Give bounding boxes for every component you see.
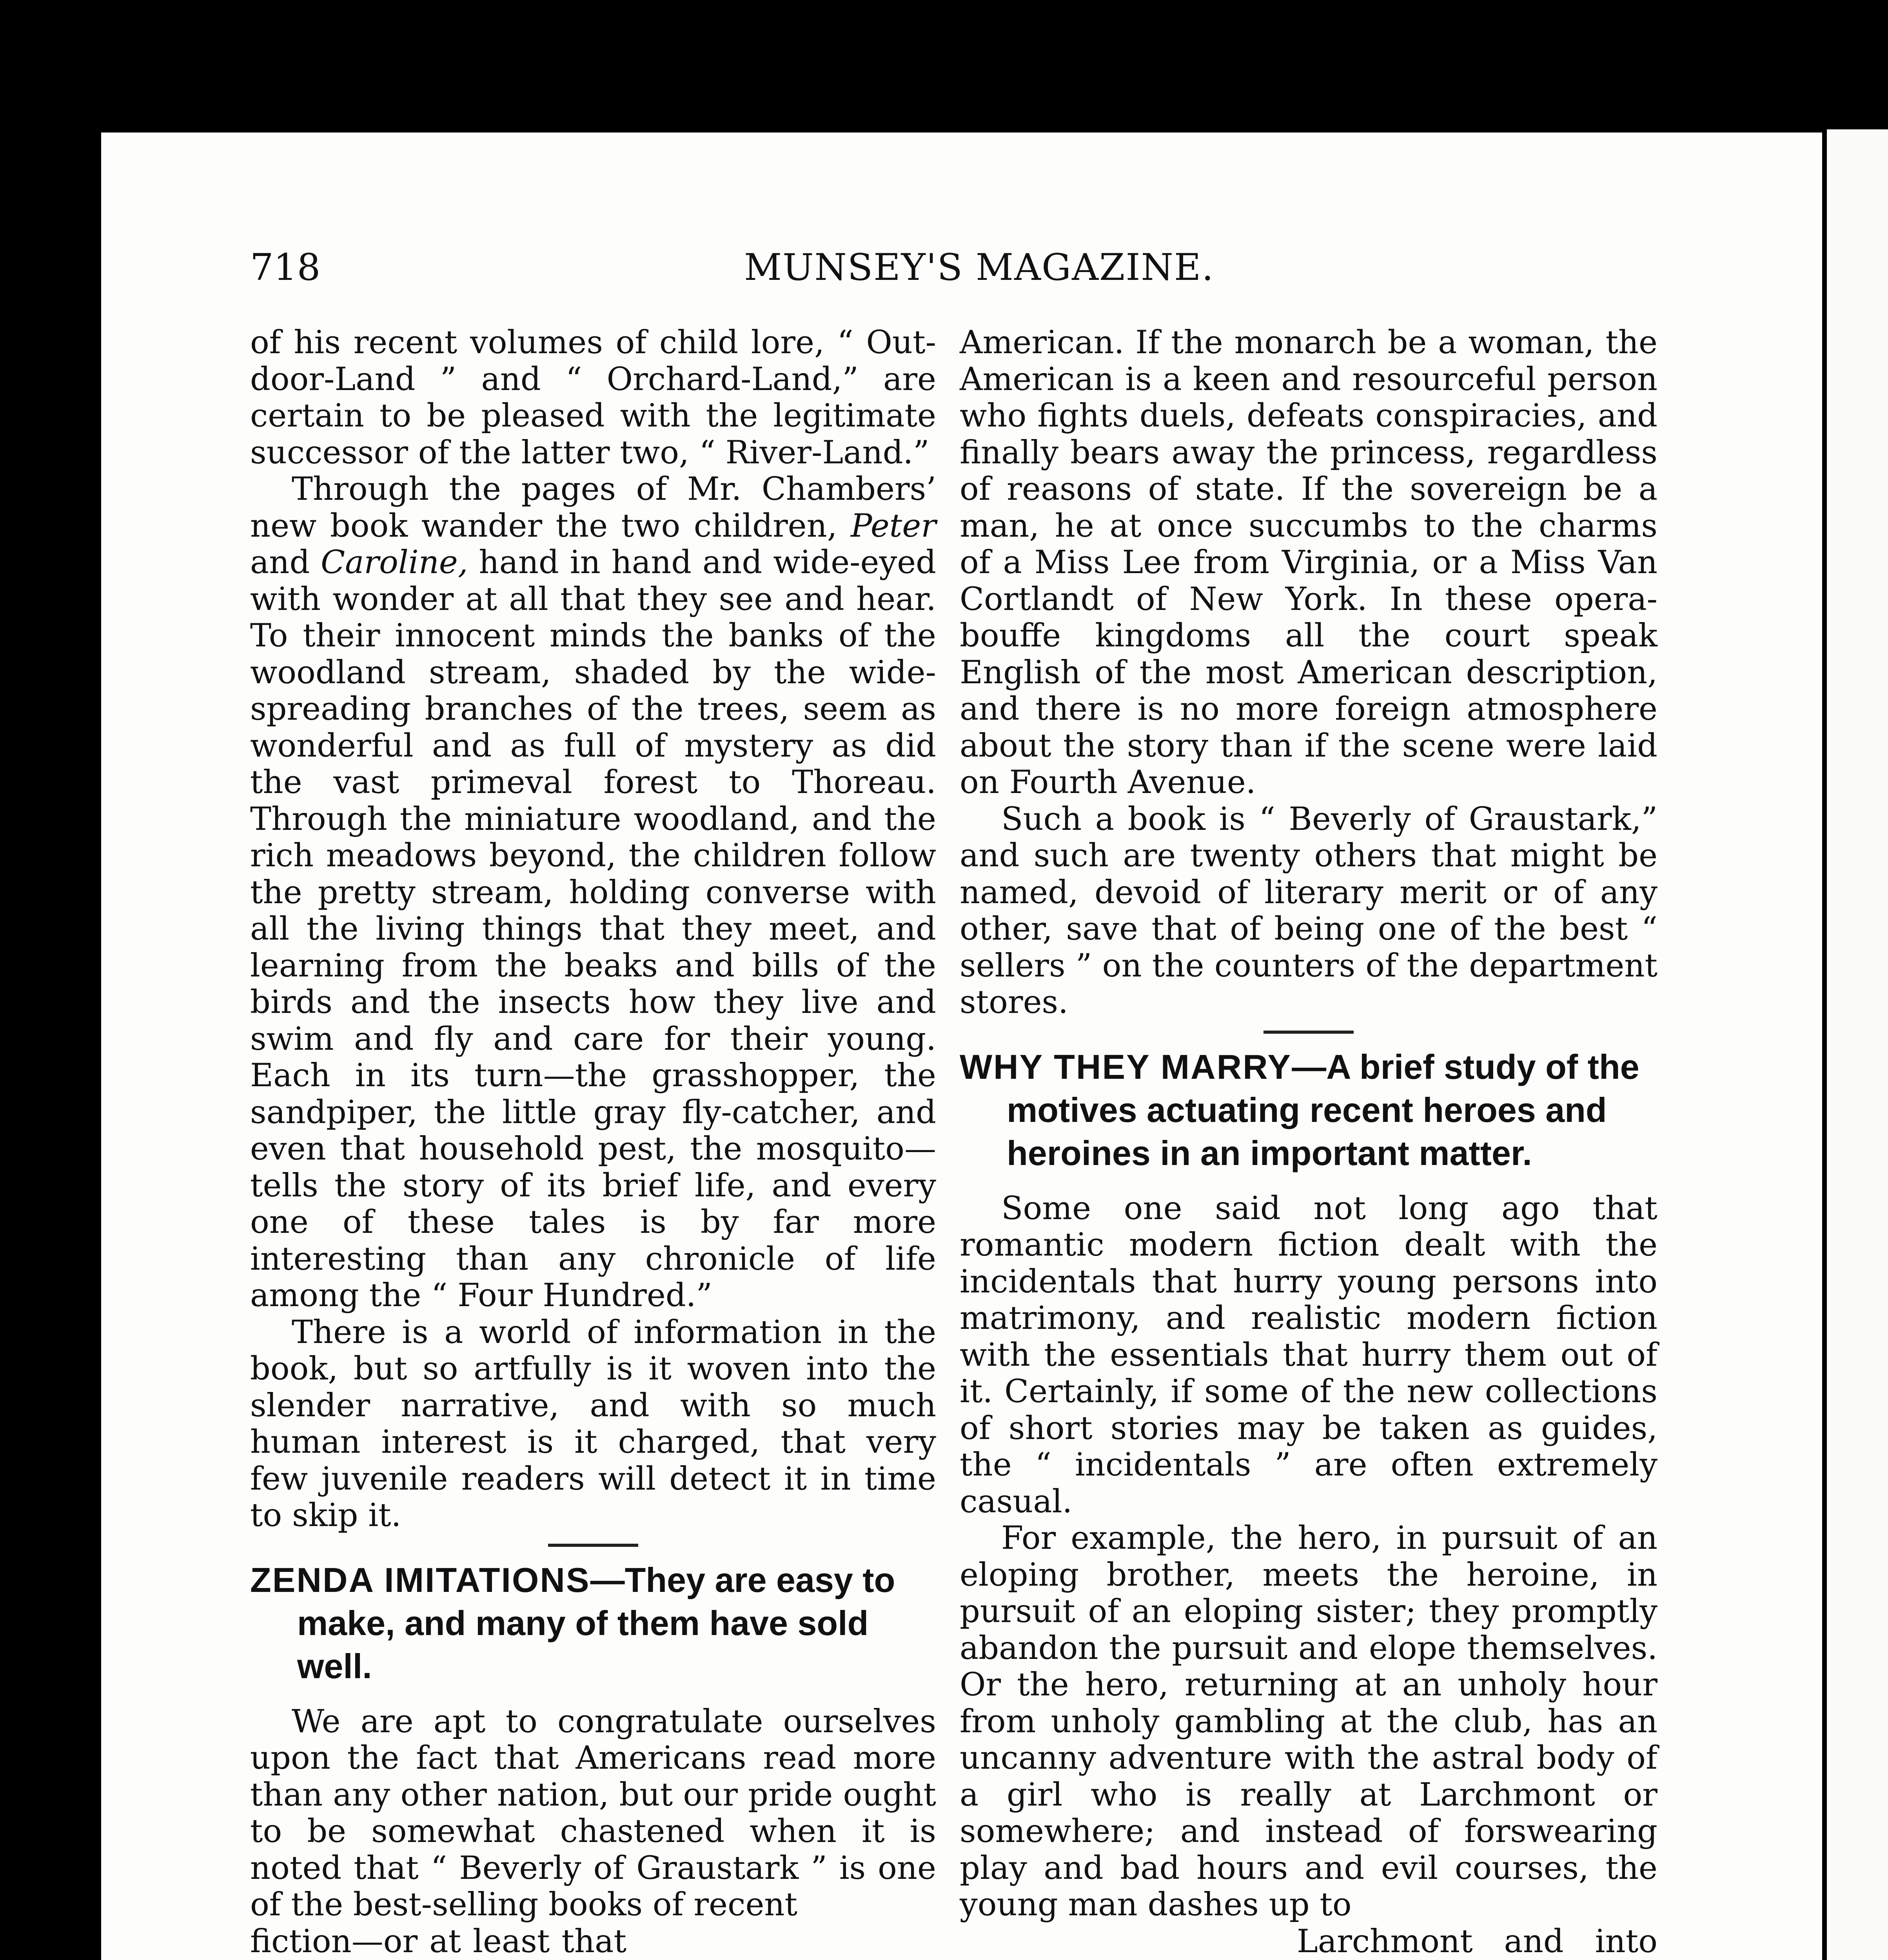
section-heading-zenda: ZENDA IMITATIONS—They are easy to make, and many of them have sold well. (250, 1560, 895, 1686)
paragraph: Through the pages of Mr. Chambers’ new book wander the two children, Peter and Caroline, hand in hand and wide-eyed with wonder at all that they see and hear. To their innocent minds the banks of the woodland stream, shaded by the wide-spreading branches of the trees, seem as wonderful and as full of mystery as did the vast primeval forest to Thoreau. Through the miniature woodland, and the rich meadows beyond, the children follow the pretty stream, holding converse with all the living things that they meet, and learning from the beaks and bills of the birds and the insects how they live and swim and fly and care for their young. Each in its turn—the grasshopper, the sandpiper, the little gray fly-catcher, and even that household pest, the mosquito—tells the story of its brief life, and every one of these tales is by far more interesting than any chronicle of life among the “ Four Hundred.” (250, 471, 936, 1314)
right-column (960, 325, 1657, 1960)
paragraph: Some one said not long ago that romantic modern fiction dealt with the incidentals that hurry young persons into matrimony, and realistic modern fiction with the essentials that hurry them out of it. Certainly, if some of the new collections of short stories may be taken as guides, the “ incidentals ” are often extremely casual. (960, 1190, 1657, 1520)
section-divider (1264, 1031, 1354, 1034)
paragraph: fiction—or at least that (250, 1923, 626, 1960)
paragraph: Larchmont and into (1297, 1923, 1657, 1960)
paragraph: For example, the hero, in pursuit of an eloping brother, meets the heroine, in pursuit of an eloping sister; they promptly abandon the pursuit and elope themselves. Or the hero, returning at an unholy hour from unholy gambling at the club, has an uncanny adventure with the astral body of a girl who is really at Larchmont or somewhere; and instead of forswearing play and bad hours and evil courses, the young man dashes up to (960, 1520, 1657, 1923)
wrapped-text (1297, 1924, 1657, 1960)
zenda-vendor-illustration (709, 1955, 1356, 1960)
paragraph: Such a book is “ Beverly of Graustark,” and such are twenty others that might be named, devoid of literary merit or of any other, save that of being one of the best “ sellers ” on the counters of the department stores. (960, 800, 1657, 1021)
paragraph: of his recent volumes of child lore, “ Out-door-Land ” and “ Orchard-Land,” are certain to be pleased with the legitimate successor of the latter two, “ River-Land.” (250, 324, 936, 471)
page-number: 718 (250, 246, 321, 289)
magazine-page (101, 132, 1822, 1960)
paragraph: We are apt to congratulate ourselves upon the fact that Americans read more than any other nation, but our pride ought to be somewhat chastened when it is noted that “ Beverly of Graustark ” is one of the best-selling books of recent (250, 1703, 936, 1923)
section-heading-why-they-marry: WHY THEY MARRY—A brief study of the motives actuating recent heroes and heroines in an important matter. (960, 1047, 1639, 1172)
paragraph: American. If the monarch be a woman, the American is a keen and resourceful person who fights duels, defeats conspiracies, and finally bears away the princess, regardless of reasons of state. If the sovereign be a man, he at once succumbs to the charms of a Miss Lee from Virginia, or a Miss Van Cortlandt of New York. In these opera-bouffe kingdoms all the court speak English of the most American description, and there is no more foreign atmosphere about the story than if the scene were laid on Fourth Avenue. (960, 324, 1657, 801)
section-divider (548, 1544, 638, 1547)
wrapped-text (250, 1924, 626, 1960)
left-column (250, 325, 936, 1960)
paragraph: There is a world of information in the book, but so artfully is it woven into the slender narrative, and with so much human interest is it charged, that very few juvenile readers will detect it in time to skip it. (250, 1314, 936, 1534)
running-head-title: MUNSEY'S MAGAZINE. (744, 246, 1214, 289)
next-page-edge (1827, 129, 1888, 1960)
